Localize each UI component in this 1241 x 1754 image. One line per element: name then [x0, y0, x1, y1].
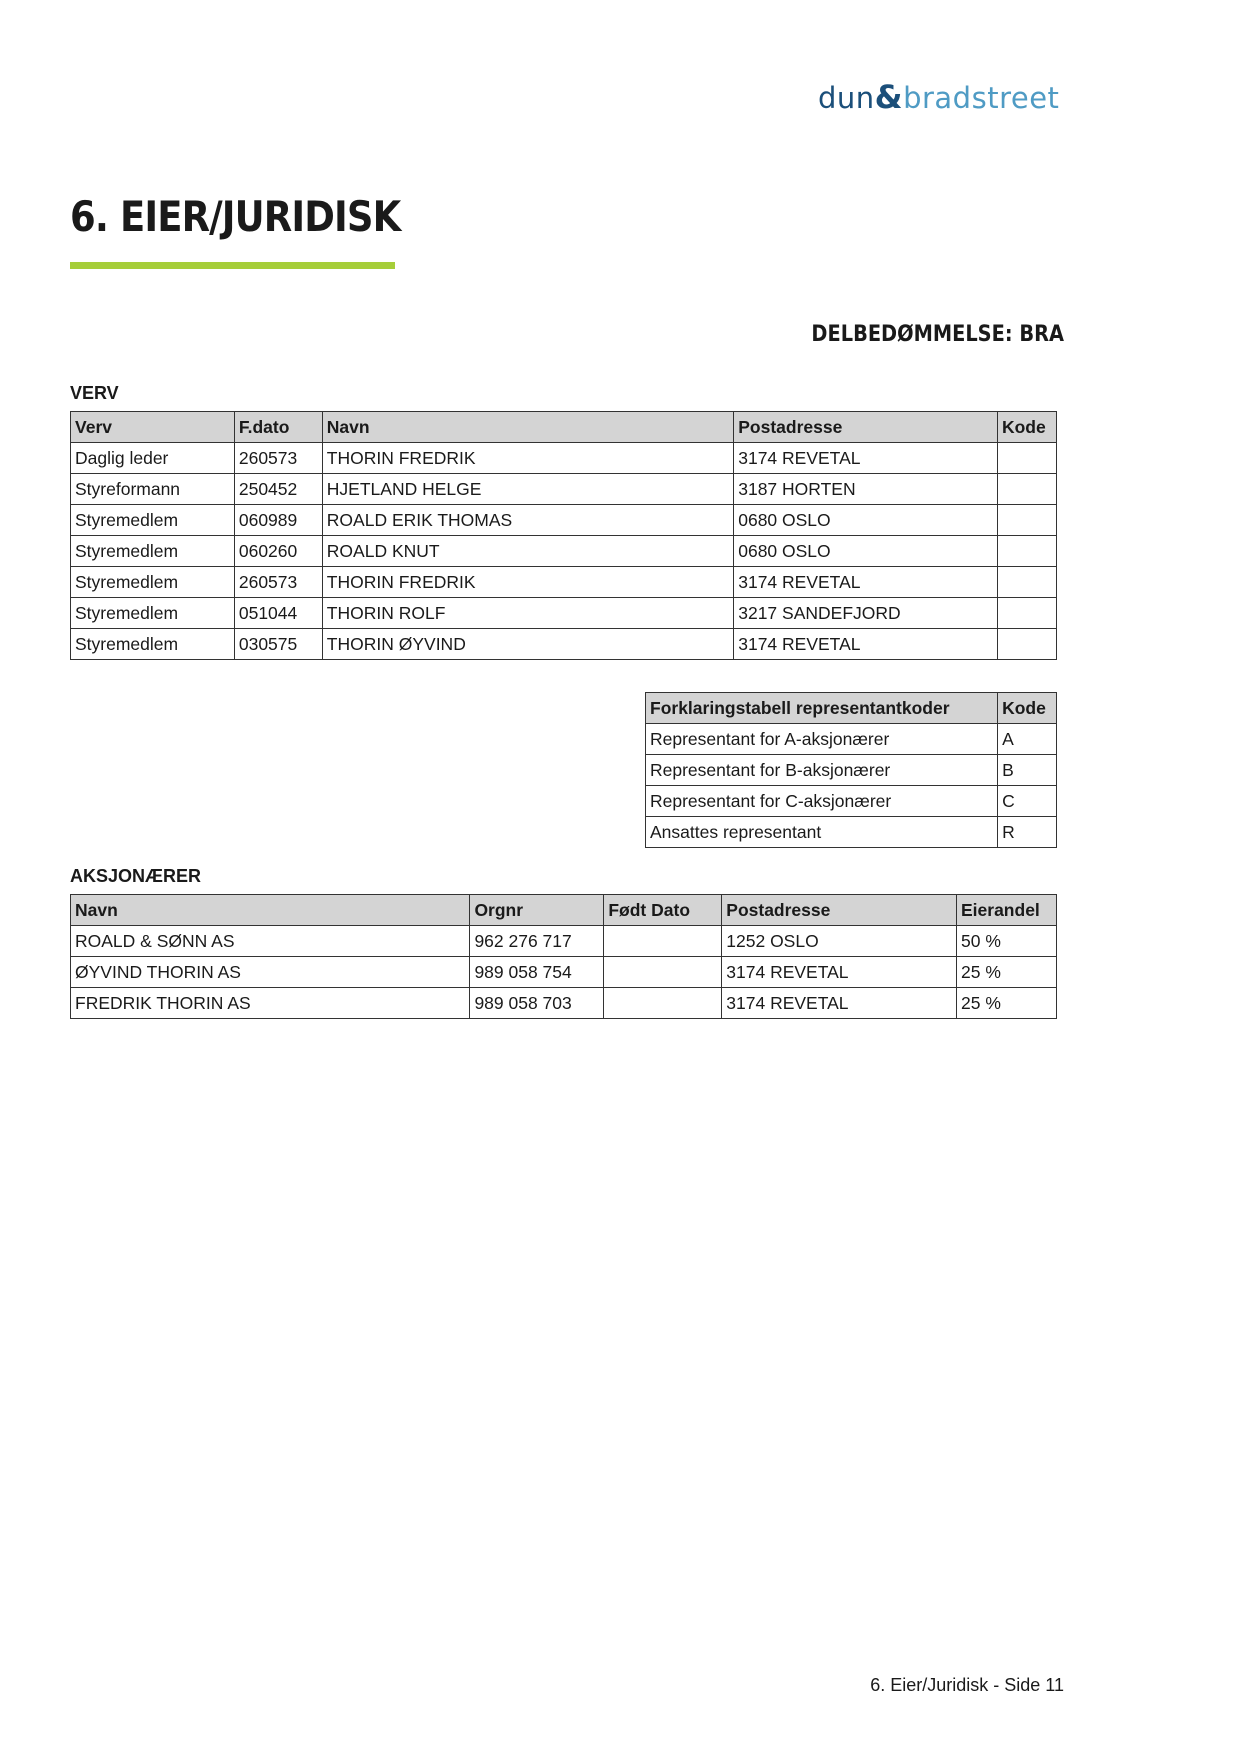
column-header: Orgnr	[470, 895, 604, 926]
table-cell: 3217 SANDEFJORD	[734, 598, 998, 629]
table-row	[646, 724, 1057, 755]
page-title: 6. EIER/JURIDISK	[70, 192, 401, 241]
table-cell: 030575	[234, 629, 322, 660]
table-row	[646, 786, 1057, 817]
table-row	[71, 988, 1057, 1019]
table-cell: ROALD ERIK THOMAS	[322, 505, 733, 536]
table-cell: 989 058 703	[470, 988, 604, 1019]
table-cell	[997, 598, 1056, 629]
table-cell: THORIN ROLF	[322, 598, 733, 629]
table-row	[71, 505, 1057, 536]
column-header: Postadresse	[734, 412, 998, 443]
table-cell: Representant for A-aksjonærer	[646, 724, 998, 755]
table-cell: 3174 REVETAL	[722, 957, 957, 988]
table-cell: ROALD & SØNN AS	[71, 926, 470, 957]
table-cell: Ansattes representant	[646, 817, 998, 848]
table-row	[71, 536, 1057, 567]
table-header-row	[646, 693, 1057, 724]
table-row	[71, 957, 1057, 988]
table-cell: 25 %	[957, 957, 1057, 988]
logo-wordmark	[818, 78, 1059, 116]
table-cell: 3174 REVETAL	[734, 443, 998, 474]
table-cell: C	[998, 786, 1057, 817]
table-cell: Styremedlem	[71, 567, 235, 598]
column-header: Kode	[998, 693, 1057, 724]
table-cell: 051044	[234, 598, 322, 629]
table-row	[71, 598, 1057, 629]
verv-table	[70, 411, 1057, 660]
table-cell: 50 %	[957, 926, 1057, 957]
table-cell	[997, 474, 1056, 505]
table-cell: 1252 OSLO	[722, 926, 957, 957]
table-cell	[997, 629, 1056, 660]
table-cell: 3174 REVETAL	[734, 629, 998, 660]
table-cell	[997, 536, 1056, 567]
table-row	[71, 629, 1057, 660]
table-cell: 3187 HORTEN	[734, 474, 998, 505]
table-cell	[997, 505, 1056, 536]
table-cell: 989 058 754	[470, 957, 604, 988]
rating-heading: DELBEDØMMELSE: BRA	[811, 322, 1064, 347]
table-cell: THORIN ØYVIND	[322, 629, 733, 660]
column-header: Verv	[71, 412, 235, 443]
table-cell	[604, 957, 722, 988]
table-cell: THORIN FREDRIK	[322, 443, 733, 474]
column-header: Navn	[71, 895, 470, 926]
table-cell: Representant for B-aksjonærer	[646, 755, 998, 786]
table-cell: 250452	[234, 474, 322, 505]
table-cell: R	[998, 817, 1057, 848]
table-cell: Styreformann	[71, 474, 235, 505]
table-cell: A	[998, 724, 1057, 755]
column-header: Navn	[322, 412, 733, 443]
table-cell: 962 276 717	[470, 926, 604, 957]
table-cell: Daglig leder	[71, 443, 235, 474]
table-cell: Styremedlem	[71, 536, 235, 567]
aksjonaerer-table	[70, 894, 1057, 1019]
logo-part-dun: dun	[818, 81, 875, 115]
logo-ampersand: &	[874, 78, 904, 116]
table-cell: 260573	[234, 567, 322, 598]
table-cell: 060989	[234, 505, 322, 536]
table-cell	[997, 443, 1056, 474]
table-cell: THORIN FREDRIK	[322, 567, 733, 598]
column-header: Født Dato	[604, 895, 722, 926]
table-cell: FREDRIK THORIN AS	[71, 988, 470, 1019]
table-header-row	[71, 895, 1057, 926]
column-header: F.dato	[234, 412, 322, 443]
table-cell: Styremedlem	[71, 629, 235, 660]
logo-part-bradstreet: bradstreet	[903, 81, 1060, 115]
column-header: Eierandel	[957, 895, 1057, 926]
table-row	[71, 926, 1057, 957]
table-cell: 260573	[234, 443, 322, 474]
table-cell: 3174 REVETAL	[722, 988, 957, 1019]
column-header: Forklaringstabell representantkoder	[646, 693, 998, 724]
aksjonaerer-section-label: AKSJONÆRER	[70, 866, 202, 886]
table-header-row	[71, 412, 1057, 443]
table-row	[646, 817, 1057, 848]
column-header: Kode	[997, 412, 1056, 443]
table-row	[71, 443, 1057, 474]
table-cell: 3174 REVETAL	[734, 567, 998, 598]
table-cell: ROALD KNUT	[322, 536, 733, 567]
page-footer: 6. Eier/Juridisk - Side 11	[870, 1675, 1064, 1695]
table-cell	[604, 988, 722, 1019]
representative-codes-table	[645, 692, 1057, 848]
table-cell: 060260	[234, 536, 322, 567]
table-row	[71, 567, 1057, 598]
table-cell: ØYVIND THORIN AS	[71, 957, 470, 988]
title-underline	[70, 262, 395, 269]
table-cell	[604, 926, 722, 957]
table-row	[646, 755, 1057, 786]
table-cell: Styremedlem	[71, 505, 235, 536]
table-cell: Styremedlem	[71, 598, 235, 629]
table-cell: Representant for C-aksjonærer	[646, 786, 998, 817]
table-cell: HJETLAND HELGE	[322, 474, 733, 505]
verv-section-label: VERV	[70, 383, 119, 403]
table-cell: B	[998, 755, 1057, 786]
column-header: Postadresse	[722, 895, 957, 926]
table-cell	[997, 567, 1056, 598]
table-cell: 0680 OSLO	[734, 536, 998, 567]
table-row	[71, 474, 1057, 505]
table-cell: 25 %	[957, 988, 1057, 1019]
dun-bradstreet-logo	[818, 78, 1064, 128]
table-cell: 0680 OSLO	[734, 505, 998, 536]
